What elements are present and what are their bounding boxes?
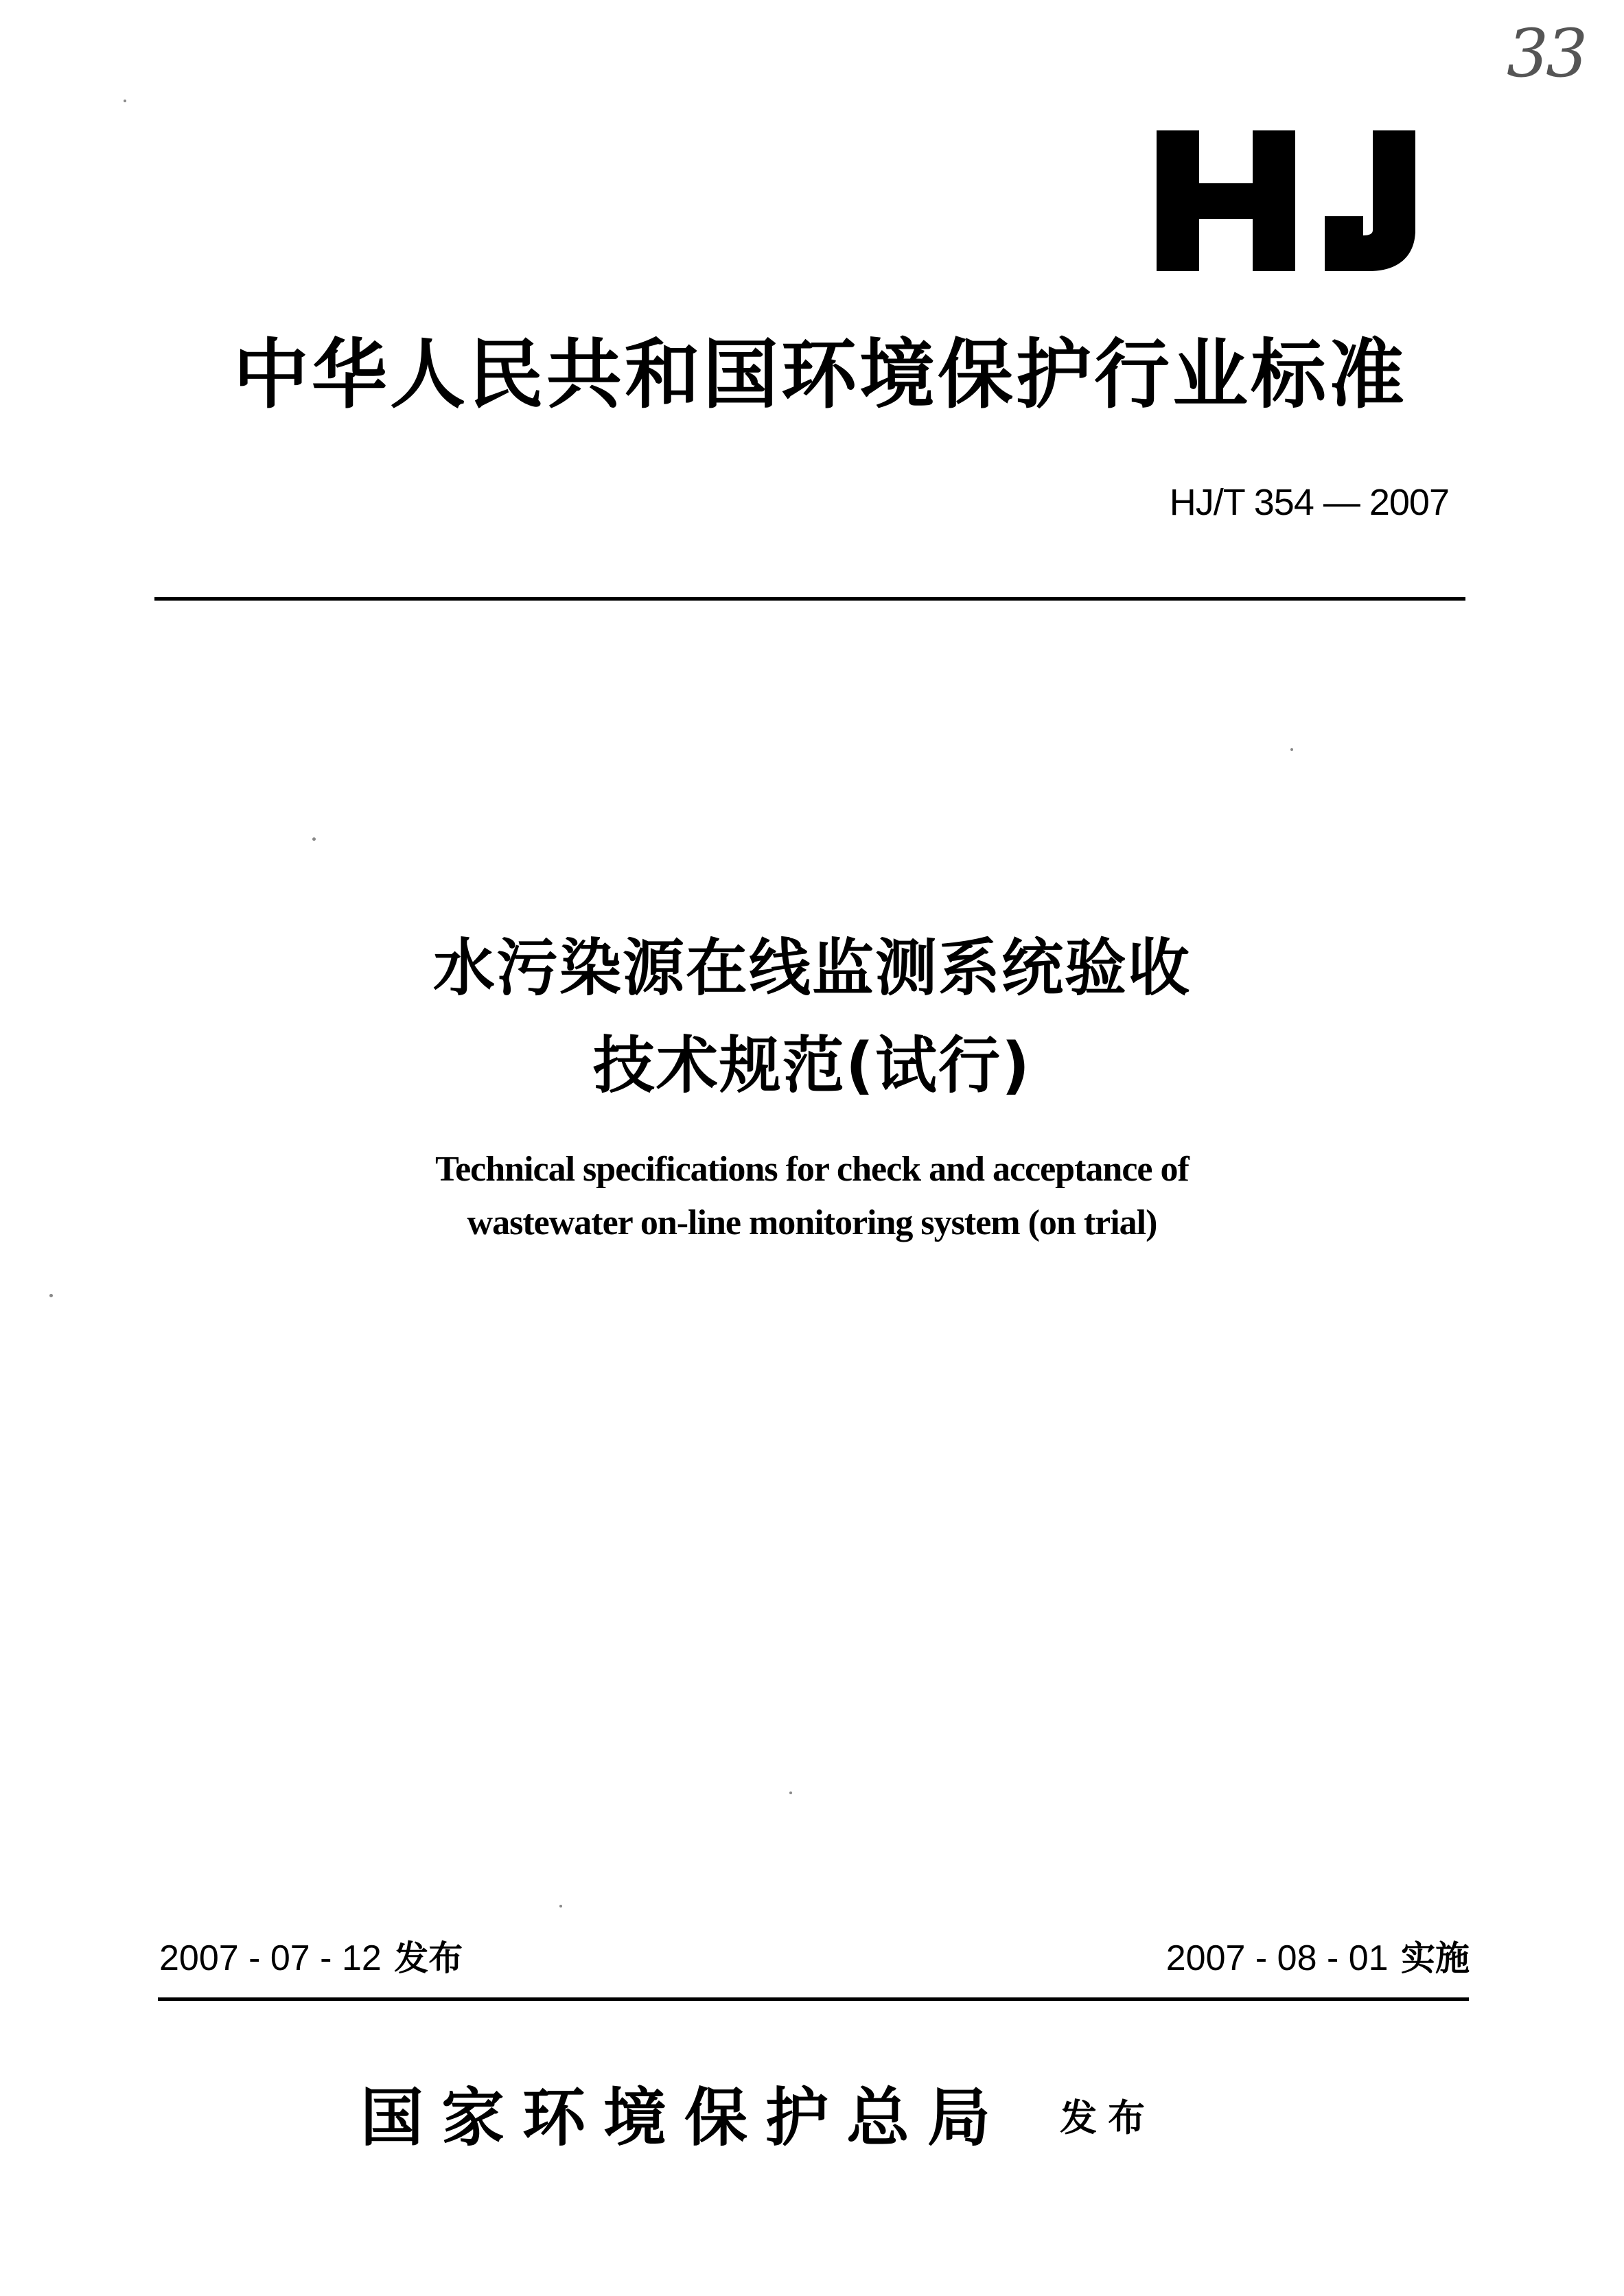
effective-date	[1166, 1937, 1470, 1980]
english-title	[229, 1143, 1395, 1250]
issuer-name: 国家环境保护总局	[360, 2080, 1009, 2155]
effective-date-label: 实施	[1401, 1938, 1470, 1978]
issuer-suffix: 发布	[1060, 2096, 1157, 2140]
hj-logo	[1150, 127, 1428, 275]
scan-speck	[312, 837, 316, 841]
scan-speck	[789, 1791, 792, 1794]
issuer-block	[360, 2073, 1156, 2162]
standard-code: HJ/T 354 — 2007	[1169, 482, 1449, 523]
top-divider	[154, 597, 1465, 601]
publish-date-label: 发布	[394, 1938, 463, 1978]
standard-category: 中华人民共和国环境保护行业标准	[233, 331, 1407, 419]
chinese-title-line-1: 水污染源在线监测系统验收	[433, 932, 1191, 1004]
publish-date-value: 2007 - 07 - 12	[159, 1938, 382, 1978]
scan-speck	[49, 1294, 53, 1297]
handwritten-page-number: 33	[1507, 15, 1586, 92]
publish-date	[159, 1937, 463, 1980]
english-title-line-2: wastewater on-line monitoring system (on trial)	[467, 1203, 1157, 1242]
scan-speck	[559, 1905, 562, 1907]
scan-speck	[1290, 748, 1293, 751]
bottom-divider	[158, 1997, 1469, 2001]
english-title-line-1: Technical specifications for check and acceptance of	[435, 1150, 1189, 1189]
chinese-title	[263, 920, 1361, 1115]
scan-speck	[124, 100, 126, 102]
chinese-title-line-2: 技术规范(试行)	[592, 1030, 1032, 1102]
effective-date-value: 2007 - 08 - 01	[1165, 1938, 1389, 1978]
